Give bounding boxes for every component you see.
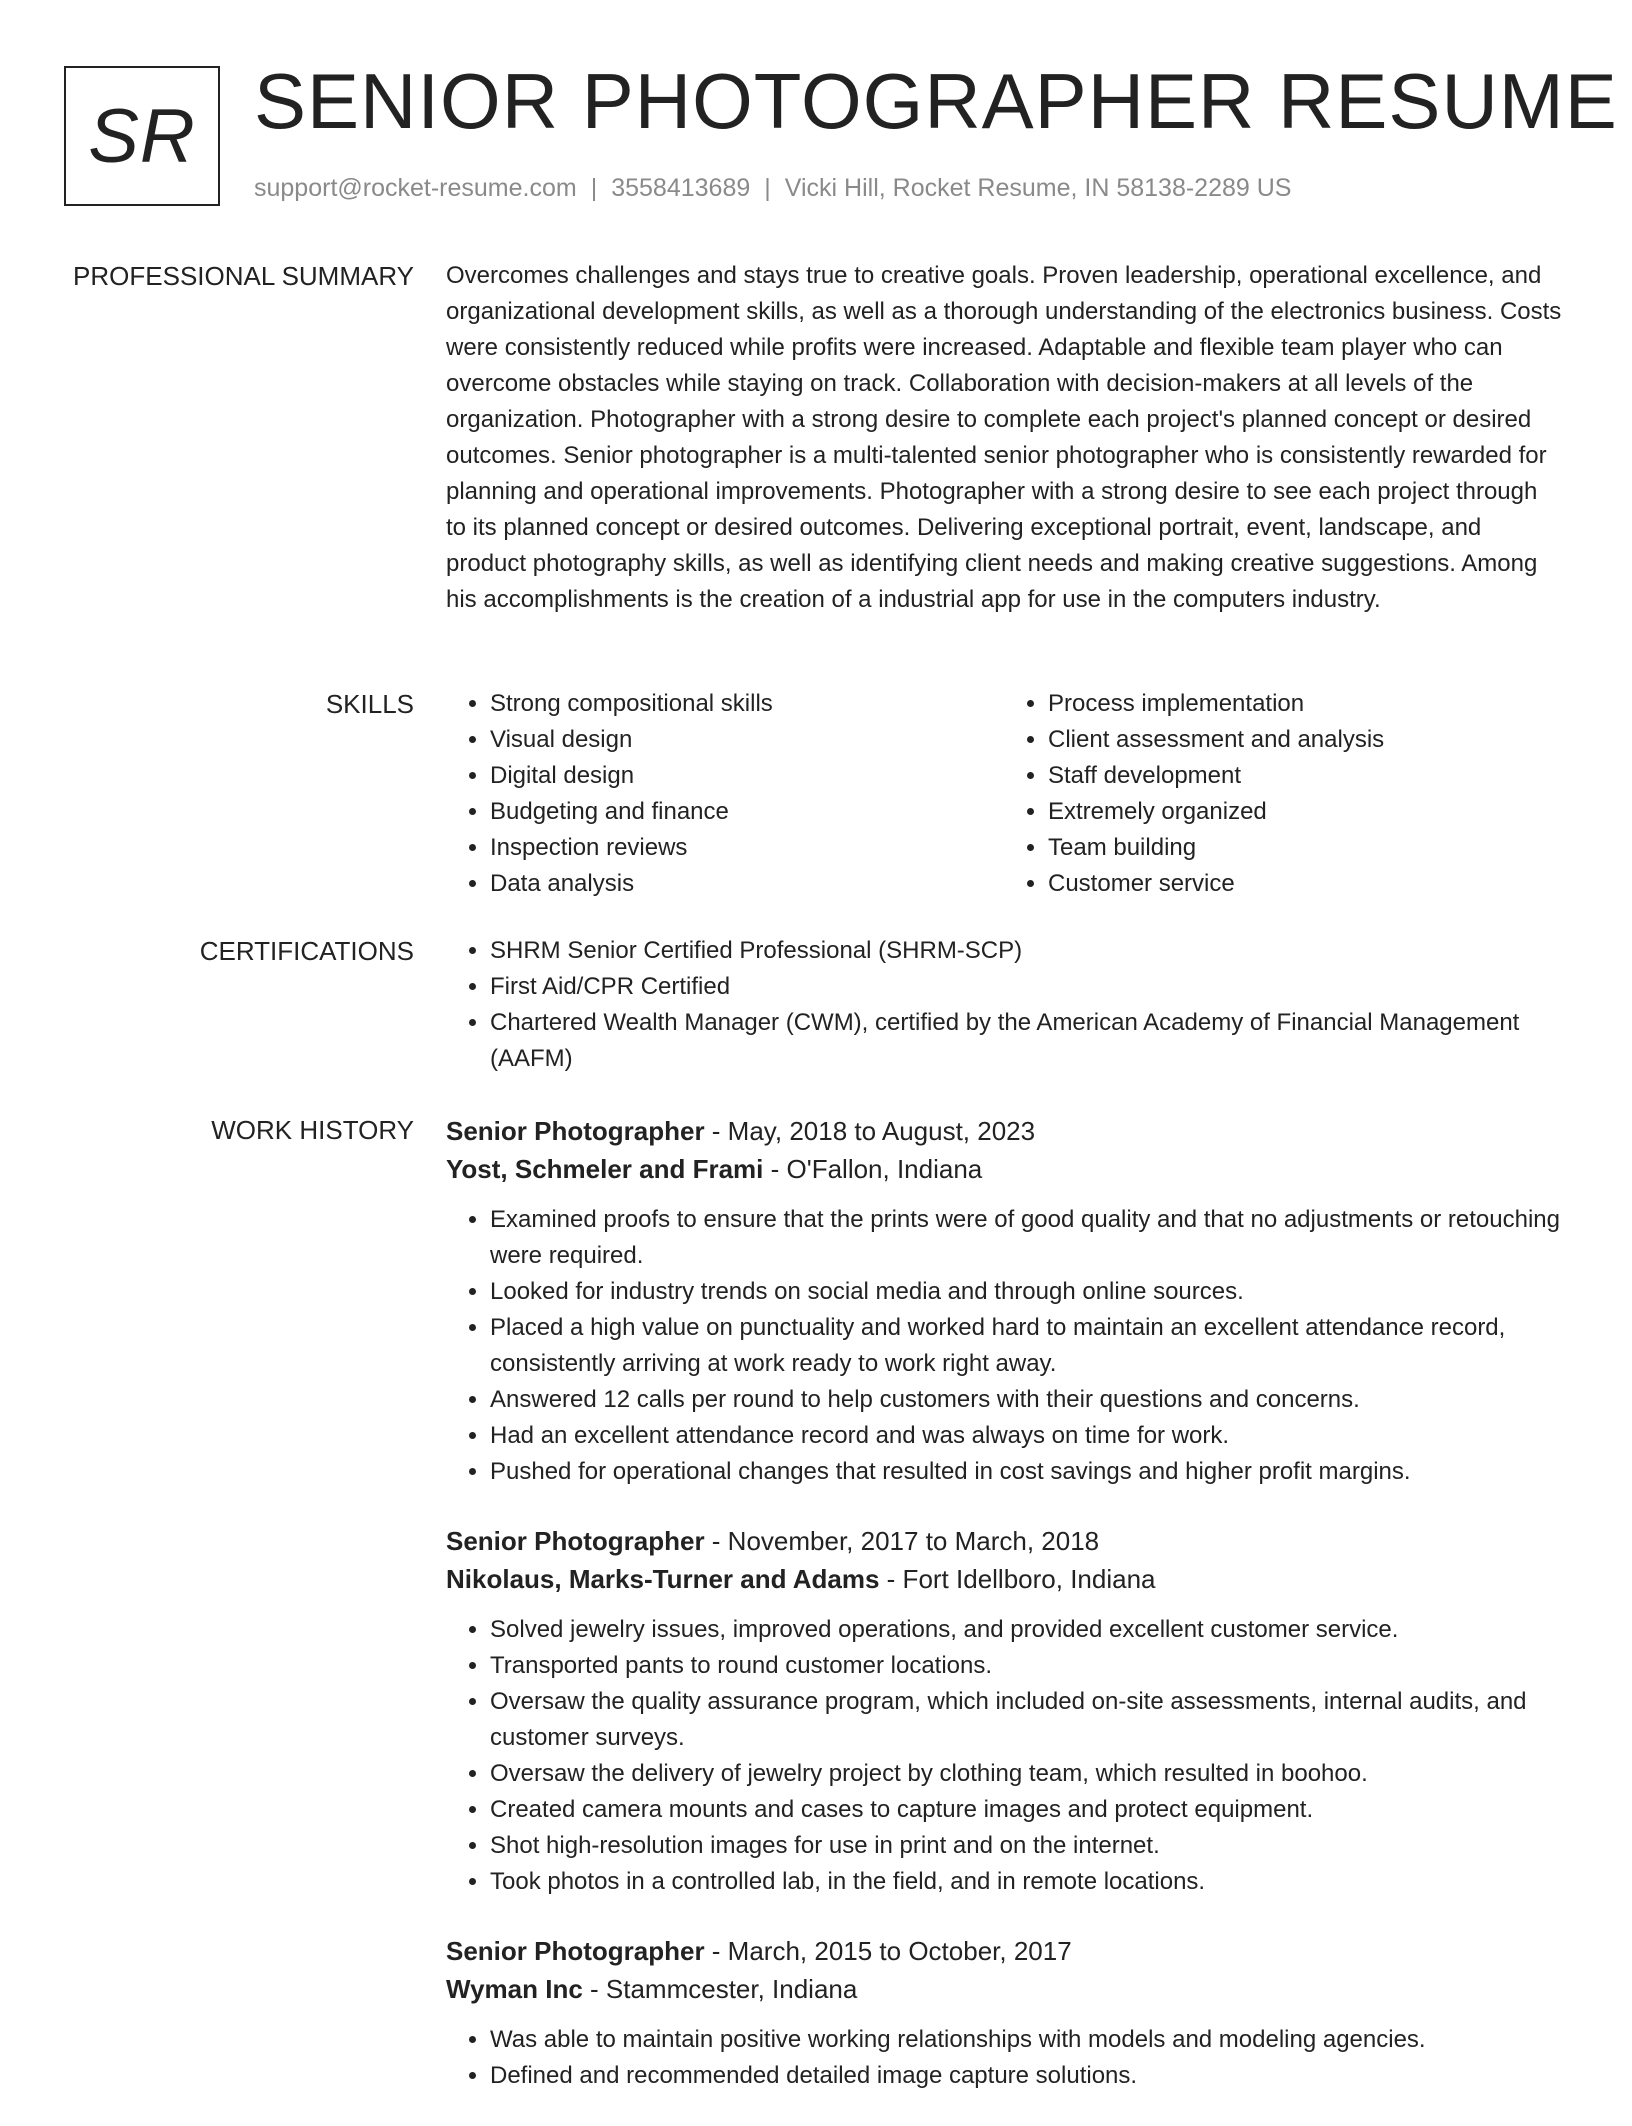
job-entry bbox=[446, 1112, 1562, 1490]
certifications-heading: CERTIFICATIONS bbox=[199, 936, 414, 966]
job-bullet: • Shot high-resolution images for use in print and on the internet. bbox=[490, 1828, 1562, 1864]
job-company-line bbox=[446, 1560, 1562, 1598]
job-title-line bbox=[446, 1522, 1562, 1560]
job-company-line bbox=[446, 1150, 1562, 1188]
contact-line bbox=[254, 174, 1291, 203]
job-bullet: • Transported pants to round customer locations. bbox=[490, 1648, 1562, 1684]
skill-item: • Visual design bbox=[490, 722, 1004, 758]
summary-text: Overcomes challenges and stays true to creative goals. Proven leadership, operational excellence, and organizational development skills, as well as a thorough understanding of the electronics business. Costs were consistently reduced while profits were increased. Adaptable and flexible team player who can overcome obstacles while staying on track. Collaboration with decision-makers at all levels of the organization. Photographer with a strong desire to complete each project's planned concept or desired outcomes. Senior photographer is a multi-talented senior photographer who is consistently rewarded for planning and operational improvements. Photographer with a strong desire to see each project through to its planned concept or desired outcomes. Delivering exceptional portrait, event, landscape, and product photography skills, as well as identifying client needs and making creative suggestions. Among his accomplishments is the creation of a industrial app for use in the computers industry. bbox=[446, 262, 1562, 613]
job-bullet: • Placed a high value on punctuality and worked hard to maintain an excellent attendance record, consistently arriving at work ready to work right away. bbox=[490, 1310, 1562, 1382]
job-location: - Fort Idellboro, Indiana bbox=[879, 1564, 1156, 1594]
job-title-line bbox=[446, 1932, 1562, 1970]
job-bullet: • Created camera mounts and cases to capture images and protect equipment. bbox=[490, 1792, 1562, 1828]
resume-title: SENIOR PHOTOGRAPHER RESUME bbox=[254, 57, 1618, 145]
skill-item: • Extremely organized bbox=[1048, 794, 1562, 830]
job-company-line bbox=[446, 1970, 1562, 2008]
skill-item: • Client assessment and analysis bbox=[1048, 722, 1562, 758]
job-bullet: • Oversaw the quality assurance program, which included on-site assessments, internal audits, and customer surveys. bbox=[490, 1684, 1562, 1756]
job-bullet: • Examined proofs to ensure that the prints were of good quality and that no adjustments or retouching were required. bbox=[490, 1202, 1562, 1274]
job-location: - O'Fallon, Indiana bbox=[763, 1154, 983, 1184]
job-bullet: • Defined and recommended detailed image capture solutions. bbox=[490, 2058, 1562, 2094]
contact-phone: 3558413689 bbox=[611, 174, 751, 202]
job-company: Nikolaus, Marks-Turner and Adams bbox=[446, 1564, 880, 1594]
contact-separator: | bbox=[764, 174, 771, 202]
certification-item: • Chartered Wealth Manager (CWM), certified by the American Academy of Financial Management (AAFM) bbox=[490, 1005, 1562, 1077]
job-title: Senior Photographer bbox=[446, 1526, 705, 1556]
skills-list-left bbox=[446, 686, 1004, 902]
skill-item: • Data analysis bbox=[490, 866, 1004, 902]
job-bullet: • Looked for industry trends on social media and through online sources. bbox=[490, 1274, 1562, 1310]
job-location: - Stammcester, Indiana bbox=[582, 1974, 858, 2004]
job-title-line bbox=[446, 1112, 1562, 1150]
skill-item: • Inspection reviews bbox=[490, 830, 1004, 866]
job-company: Wyman Inc bbox=[446, 1974, 583, 2004]
job-title: Senior Photographer bbox=[446, 1936, 705, 1966]
work-history-heading: WORK HISTORY bbox=[211, 1115, 414, 1145]
job-bullets bbox=[446, 2022, 1562, 2094]
contact-address: Vicki Hill, Rocket Resume, IN 58138-2289 US bbox=[784, 174, 1292, 202]
job-bullets bbox=[446, 1612, 1562, 1900]
job-bullet: • Oversaw the delivery of jewelry project by clothing team, which resulted in boohoo. bbox=[490, 1756, 1562, 1792]
skill-item: • Strong compositional skills bbox=[490, 686, 1004, 722]
job-company: Yost, Schmeler and Frami bbox=[446, 1154, 764, 1184]
skills-list-right bbox=[1004, 686, 1562, 902]
job-bullets bbox=[446, 1202, 1562, 1490]
contact-separator: | bbox=[590, 174, 598, 202]
job-bullet: • Had an excellent attendance record and was always on time for work. bbox=[490, 1418, 1562, 1454]
job-dates: - May, 2018 to August, 2023 bbox=[704, 1116, 1036, 1146]
contact-email: support@rocket-resume.com bbox=[254, 174, 577, 202]
skills-heading: SKILLS bbox=[325, 689, 414, 719]
summary-heading: PROFESSIONAL SUMMARY bbox=[73, 261, 414, 291]
job-entry bbox=[446, 1522, 1562, 1900]
job-title: Senior Photographer bbox=[446, 1116, 705, 1146]
certification-item: • First Aid/CPR Certified bbox=[490, 969, 1562, 1005]
job-dates: - March, 2015 to October, 2017 bbox=[704, 1936, 1072, 1966]
job-dates: - November, 2017 to March, 2018 bbox=[704, 1526, 1100, 1556]
skills-columns bbox=[446, 686, 1562, 902]
skill-item: • Team building bbox=[1048, 830, 1562, 866]
job-bullet: • Took photos in a controlled lab, in the field, and in remote locations. bbox=[490, 1864, 1562, 1900]
certifications-list bbox=[446, 933, 1562, 1077]
monogram-logo: SR bbox=[64, 66, 220, 206]
work-history-body bbox=[446, 1112, 1562, 2126]
skill-item: • Digital design bbox=[490, 758, 1004, 794]
certification-item: • SHRM Senior Certified Professional (SHRM-SCP) bbox=[490, 933, 1562, 969]
skill-item: • Budgeting and finance bbox=[490, 794, 1004, 830]
job-bullet: • Answered 12 calls per round to help customers with their questions and concerns. bbox=[490, 1382, 1562, 1418]
job-bullet: • Pushed for operational changes that resulted in cost savings and higher profit margins. bbox=[490, 1454, 1562, 1490]
skill-item: • Process implementation bbox=[1048, 686, 1562, 722]
skill-item: • Staff development bbox=[1048, 758, 1562, 794]
job-bullet: • Solved jewelry issues, improved operations, and provided excellent customer service. bbox=[490, 1612, 1562, 1648]
job-bullet: • Was able to maintain positive working relationships with models and modeling agencies. bbox=[490, 2022, 1562, 2058]
skill-item: • Customer service bbox=[1048, 866, 1562, 902]
job-entry bbox=[446, 1932, 1562, 2094]
certifications-body bbox=[446, 933, 1562, 1077]
